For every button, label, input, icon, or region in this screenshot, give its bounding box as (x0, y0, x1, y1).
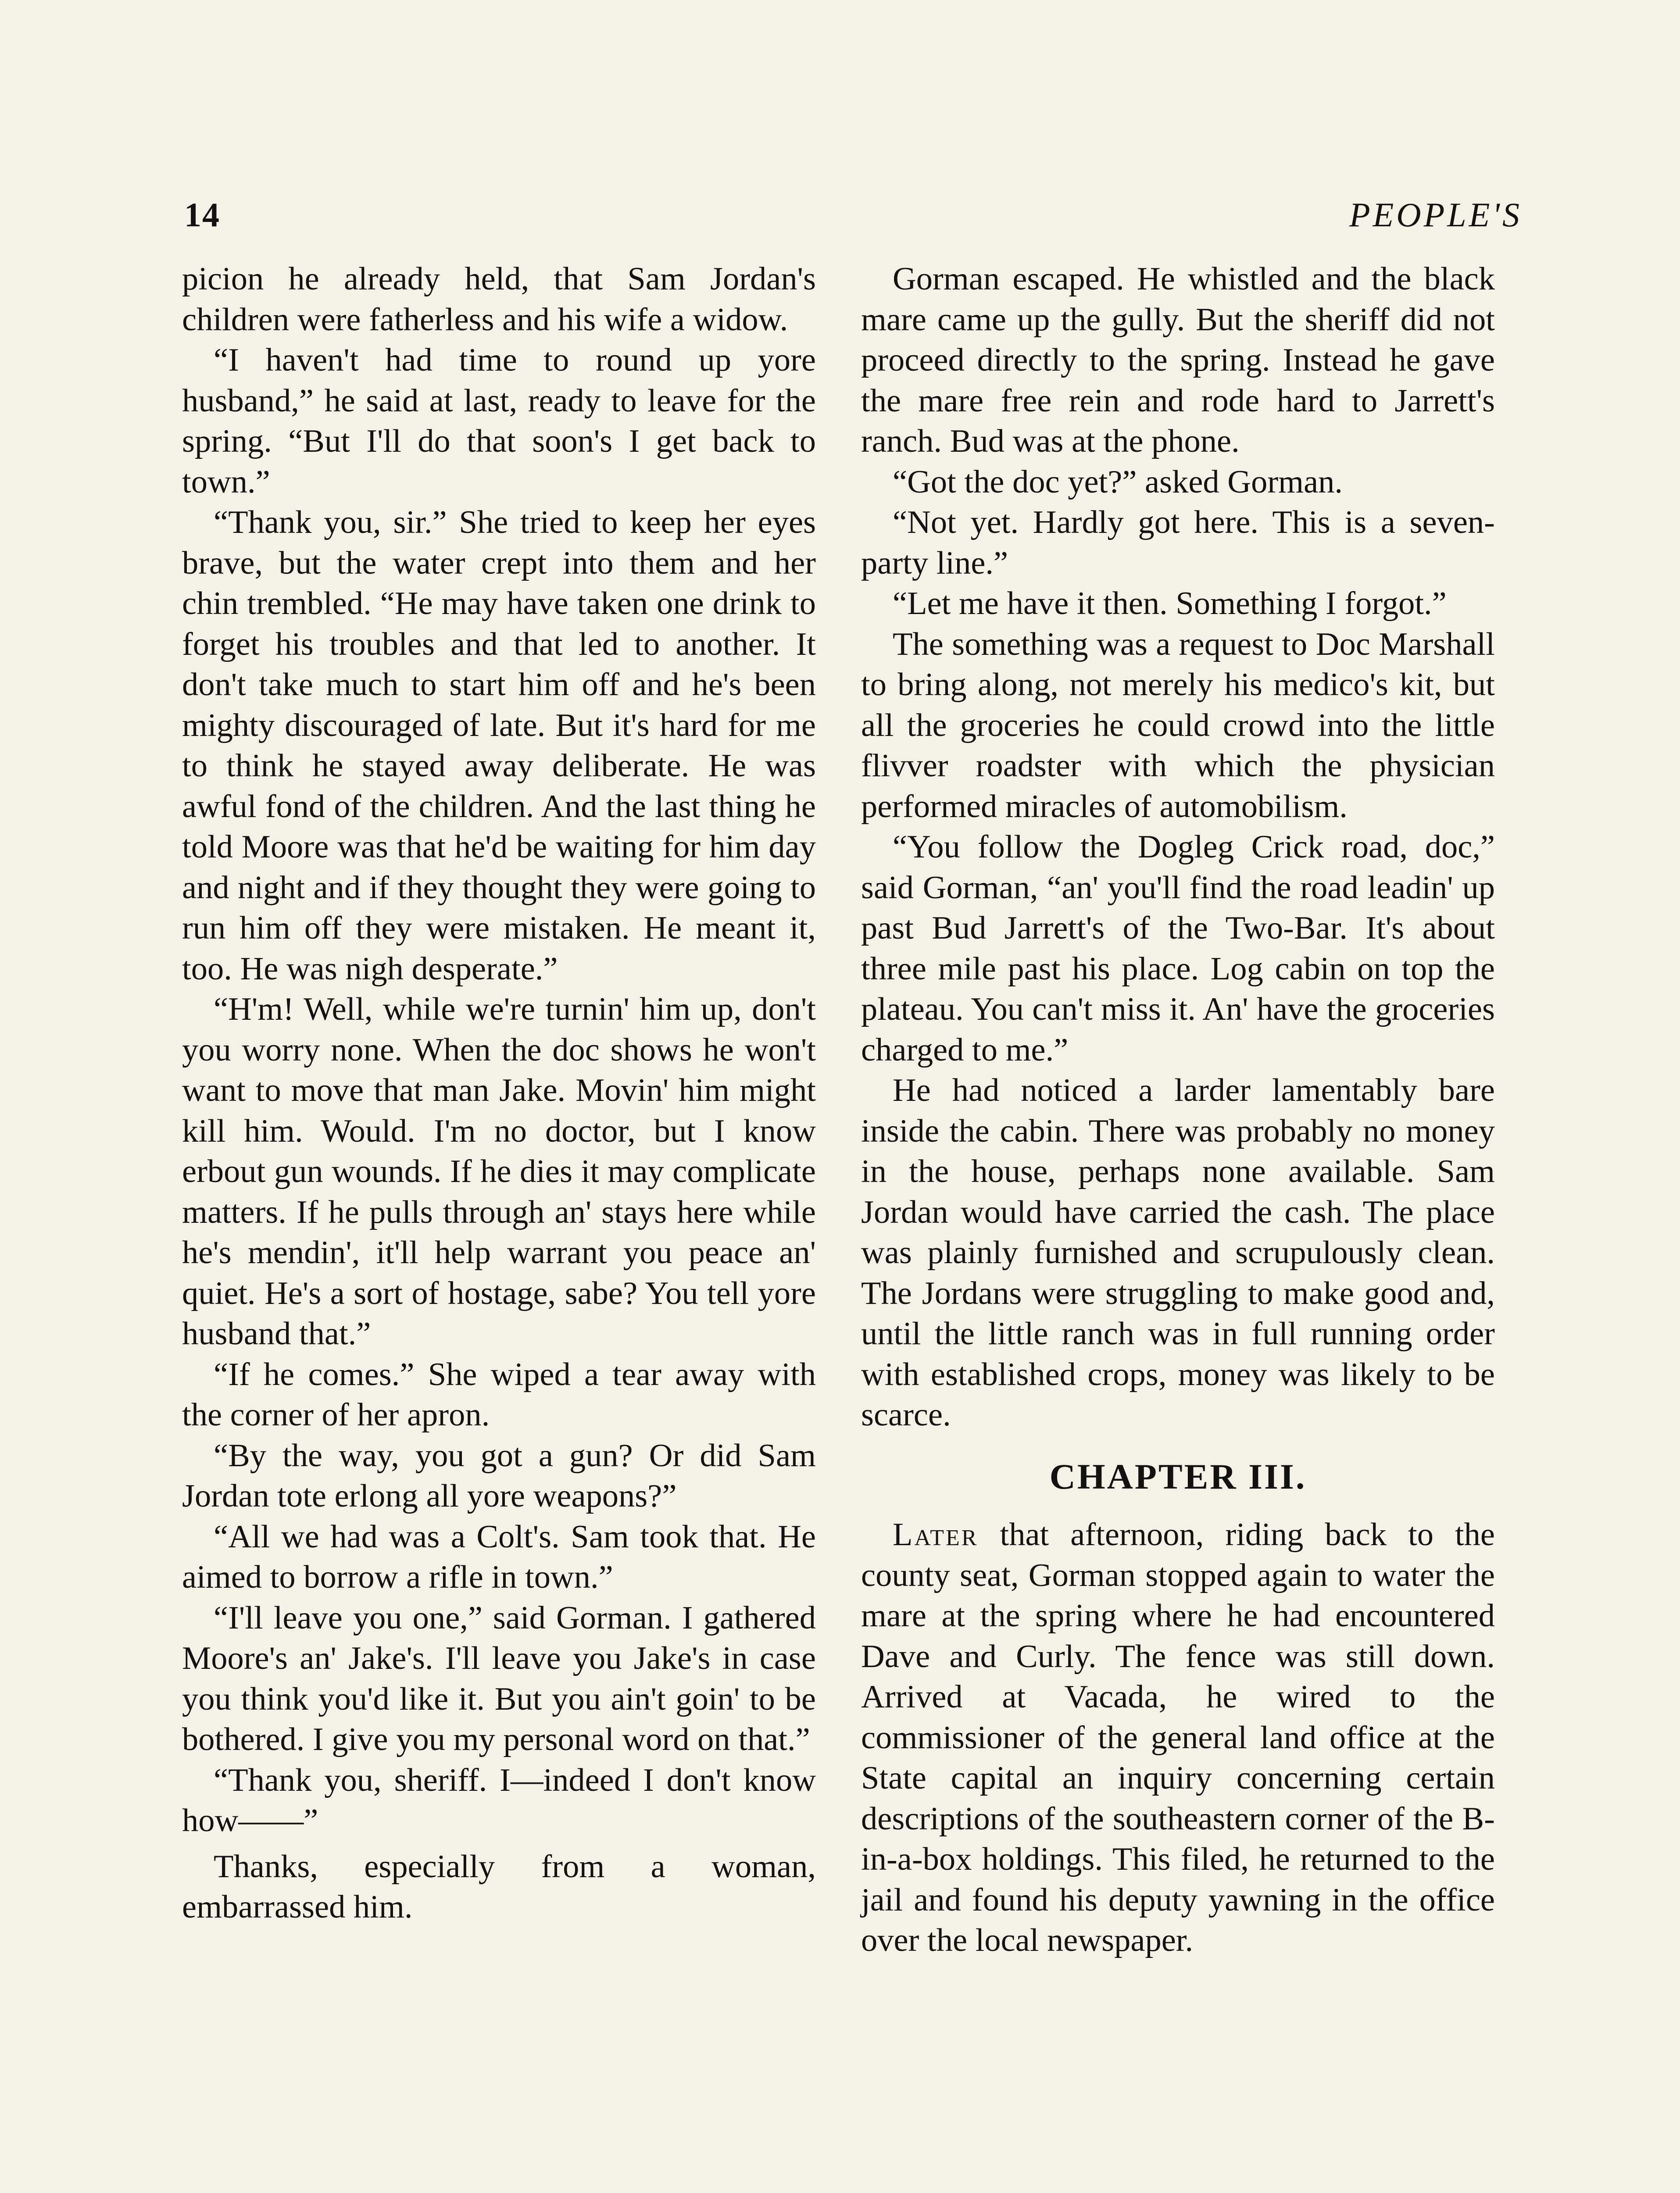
paragraph: “Thank you, sheriff. I—indeed I don't know how——” (182, 1762, 816, 1839)
right-column (861, 259, 1495, 1961)
paragraph: “Thank you, sir.” She tried to keep her eyes brave, but the water crept into them and her chin trembled. “He may have taken one drink to forget his troubles and that led to another. It don't take much to start him off and he's been mighty discouraged of late. But it's hard for me to think he stayed away deliberate. He was awful fond of the children. And the last thing he told Moore was that he'd be waiting for him day and night and if they thought they were going to run him off they were mistaken. He meant it, too. He was nigh desperate.” (182, 504, 816, 987)
running-title: PEOPLE'S (1349, 196, 1522, 234)
paragraph: “I'll leave you one,” said Gorman. I gathered Moore's an' Jake's. I'll leave you Jake's in case you think you'd like it. But you ain't goin' to be bothered. I give you my personal word on that.” (182, 1600, 816, 1757)
paragraph: “If he comes.” She wiped a tear away with the corner of her apron. (182, 1356, 816, 1433)
left-column (182, 259, 816, 1928)
paragraph: “H'm! Well, while we're turnin' him up, don't you worry none. When the doc shows he won't want to move that man Jake. Movin' him might kill him. Would. I'm no doctor, but I know erbout gun wounds. If he dies it may complicate matters. If he pulls through an' stays here while he's mendin', it'll help warrant you peace an' quiet. He's a sort of hostage, sabe? You tell yore husband that.” (182, 991, 816, 1352)
page-number: 14 (184, 196, 220, 234)
chapter-opening-paragraph (861, 1514, 1495, 1961)
paragraph: Thanks, especially from a woman, embarrassed him. (182, 1848, 816, 1925)
paragraph: picion he already held, that Sam Jordan's children were fatherless and his wife a widow. (182, 261, 816, 338)
chapter-heading: CHAPTER III. (1049, 1456, 1307, 1497)
page-header (184, 195, 1522, 243)
chapter-opening-word: Later (893, 1517, 979, 1553)
paragraph: Gorman escaped. He whistled and the black mare came up the gully. But the sheriff did not proceed directly to the spring. Instead he gave the mare free rein and rode hard to Jarrett's ranch. Bud was at the phone. (861, 261, 1495, 459)
paragraph: “By the way, you got a gun? Or did Sam Jordan tote erlong all yore weapons?” (182, 1437, 816, 1514)
paragraph: “All we had was a Colt's. Sam took that. He aimed to borrow a rifle in town.” (182, 1518, 816, 1595)
paragraph: “Not yet. Hardly got here. This is a seven-party line.” (861, 504, 1495, 581)
paragraph: “You follow the Dogleg Crick road, doc,” said Gorman, “an' you'll find the road leadin' up past Bud Jarrett's of the Two-Bar. It's about three mile past his place. Log cabin on top the plateau. You can't miss it. An' have the groceries charged to me.” (861, 829, 1495, 1068)
paragraph: The something was a request to Doc Marshall to bring along, not merely his medico's kit, but all the groceries he could crowd into the little flivver roadster with which the physician performed miracles of automobilism. (861, 626, 1495, 825)
chapter-opening-text: that afternoon, riding back to the county seat, Gorman stopped again to water the mare at the spring where he had encountered Dave and Curly. The fence was still down. Arrived at Vacada, he wired to the commissioner of the general land office at the State capital an inquiry concerning certain descriptions of the southeastern corner of the B-in-a-box holdings. This filed, he returned to the jail and found his deputy yawning in the office over the local newspaper. (861, 1517, 1495, 1958)
paragraph: He had noticed a larder lamentably bare inside the cabin. There was probably no money in the house, perhaps none available. Sam Jordan would have carried the cash. The place was plainly furnished and scrupulously clean. The Jordans were struggling to make good and, until the little ranch was in full running order with established crops, money was likely to be scarce. (861, 1072, 1495, 1433)
paragraph: “Got the doc yet?” asked Gorman. (893, 464, 1343, 500)
paragraph: “I haven't had time to round up yore husband,” he said at last, ready to leave for the spring. “But I'll do that soon's I get back to town.” (182, 342, 816, 500)
paragraph: “Let me have it then. Something I forgot.” (893, 586, 1447, 621)
